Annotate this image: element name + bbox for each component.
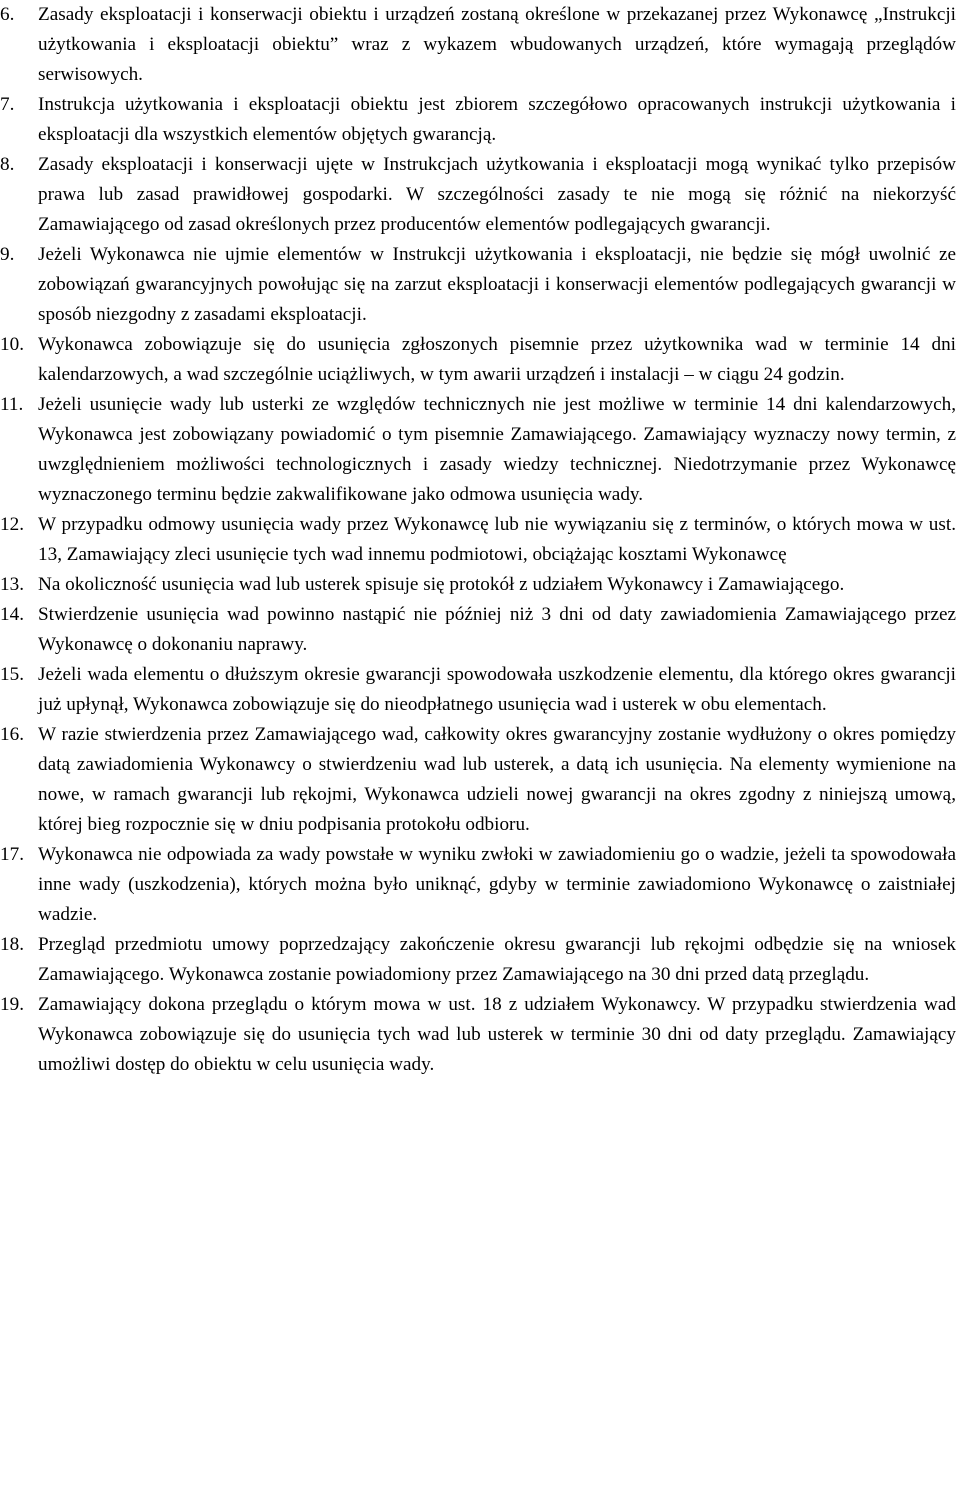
clause-number: 8. xyxy=(0,154,15,175)
clause-text: Zasady eksploatacji i konserwacji obiektu i urządzeń zostaną określone w przekazanej przez Wykonawcę „Instrukcji użytkowania i eksploatacji obiektu” wraz z wykazem wbudowanych urządzeń, które wymagają przeglądów serwisowych. xyxy=(38,4,956,85)
clause-text: Wykonawca nie odpowiada za wady powstałe w wyniku zwłoki w zawiadomieniu go o wadzie, jeżeli ta spowodowała inne wady (uszkodzenia), których można było uniknąć, gdyby w terminie zawiadomiono Wykonawcę o zaistniałej wadzie. xyxy=(38,844,956,925)
clause-text: Jeżeli Wykonawca nie ujmie elementów w Instrukcji użytkowania i eksploatacji, nie będzie się mógł uwolnić ze zobowiązań gwarancyjnych powołując się na zarzut eksploatacji i konserwacji elementów podlegających gwarancji w sposób niezgodny z zasadami eksploatacji. xyxy=(38,244,956,325)
clause-text: Na okoliczność usunięcia wad lub usterek spisuje się protokół z udziałem Wykonawcy i Zamawiającego. xyxy=(38,574,845,595)
clause-text: Przegląd przedmiotu umowy poprzedzający zakończenie okresu gwarancji lub rękojmi odbędzie się na wniosek Zamawiającego. Wykonawca zostanie powiadomiony przez Zamawiającego na 30 dni przed datą przeglądu. xyxy=(38,934,956,985)
clause-number: 10. xyxy=(0,334,24,355)
clause-item xyxy=(0,930,956,990)
clause-item xyxy=(0,660,956,720)
clause-text: Zamawiający dokona przeglądu o którym mowa w ust. 18 z udziałem Wykonawcy. W przypadku stwierdzenia wad Wykonawca zobowiązuje się do usunięcia tych wad lub usterek w terminie 30 dni od daty przeglądu. Zamawiający umożliwi dostęp do obiektu w celu usunięcia wady. xyxy=(38,994,956,1075)
clause-number: 13. xyxy=(0,574,24,595)
clause-text: W przypadku odmowy usunięcia wady przez Wykonawcę lub nie wywiązaniu się z terminów, o których mowa w ust. 13, Zamawiający zleci usunięcie tych wad innemu podmiotowi, obciążając kosztami Wykonawcę xyxy=(38,514,956,565)
clause-number: 7. xyxy=(0,94,15,115)
clause-text: Stwierdzenie usunięcia wad powinno nastąpić nie później niż 3 dni od daty zawiadomienia Zamawiającego przez Wykonawcę o dokonaniu naprawy. xyxy=(38,604,956,655)
clause-number: 15. xyxy=(0,664,24,685)
clause-number: 19. xyxy=(0,994,24,1015)
clause-number: 12. xyxy=(0,514,24,535)
clause-number: 14. xyxy=(0,604,24,625)
clause-number: 16. xyxy=(0,724,24,745)
clause-number: 18. xyxy=(0,934,24,955)
clause-number: 17. xyxy=(0,844,24,865)
clause-text: Instrukcja użytkowania i eksploatacji obiektu jest zbiorem szczegółowo opracowanych instrukcji użytkowania i eksploatacji dla wszystkich elementów objętych gwarancją. xyxy=(38,94,956,145)
clause-item xyxy=(0,0,956,90)
clause-text: Zasady eksploatacji i konserwacji ujęte w Instrukcjach użytkowania i eksploatacji mogą wynikać tylko przepisów prawa lub zasad prawidłowej gospodarki. W szczególności zasady te nie mogą się różnić na niekorzyść Zamawiającego od zasad określonych przez producentów elementów podlegających gwarancji. xyxy=(38,154,956,235)
clause-item xyxy=(0,600,956,660)
clause-number: 6. xyxy=(0,4,15,25)
clause-text: W razie stwierdzenia przez Zamawiającego wad, całkowity okres gwarancyjny zostanie wydłużony o okres pomiędzy datą zawiadomienia Wykonawcy o stwierdzeniu wad lub usterek, a datą ich usunięcia. Na elementy wymienione na nowe, w ramach gwarancji lub rękojmi, Wykonawca udzieli nowej gwarancji na okres zgodny z niniejszą umową, której bieg rozpocznie się w dniu podpisania protokołu odbioru. xyxy=(38,724,956,835)
clause-item xyxy=(0,240,956,330)
clause-item xyxy=(0,510,956,570)
clause-item xyxy=(0,90,956,150)
clause-text: Wykonawca zobowiązuje się do usunięcia zgłoszonych pisemnie przez użytkownika wad w terminie 14 dni kalendarzowych, a wad szczególnie uciążliwych, w tym awarii urządzeń i instalacji – w ciągu 24 godzin. xyxy=(38,334,956,385)
clause-item xyxy=(0,390,956,510)
clause-item xyxy=(0,720,956,840)
clause-item xyxy=(0,330,956,390)
clause-item xyxy=(0,840,956,930)
clause-number: 11. xyxy=(0,394,24,415)
clause-item xyxy=(0,150,956,240)
clause-text: Jeżeli wada elementu o dłuższym okresie gwarancji spowodowała uszkodzenie elementu, dla którego okres gwarancji już upłynął, Wykonawca zobowiązuje się do nieodpłatnego usunięcia wad i usterek w obu elementach. xyxy=(38,664,956,715)
clause-number: 9. xyxy=(0,244,15,265)
clause-text: Jeżeli usunięcie wady lub usterki ze względów technicznych nie jest możliwe w terminie 14 dni kalendarzowych, Wykonawca jest zobowiązany powiadomić o tym pisemnie Zamawiającego. Zamawiający wyznaczy nowy termin, z uwzględnieniem możliwości technologicznych i zasady wiedzy technicznej. Niedotrzymanie przez Wykonawcę wyznaczonego terminu będzie zakwalifikowane jako odmowa usunięcia wady. xyxy=(38,394,956,505)
clause-item xyxy=(0,570,956,600)
clause-item xyxy=(0,990,956,1080)
